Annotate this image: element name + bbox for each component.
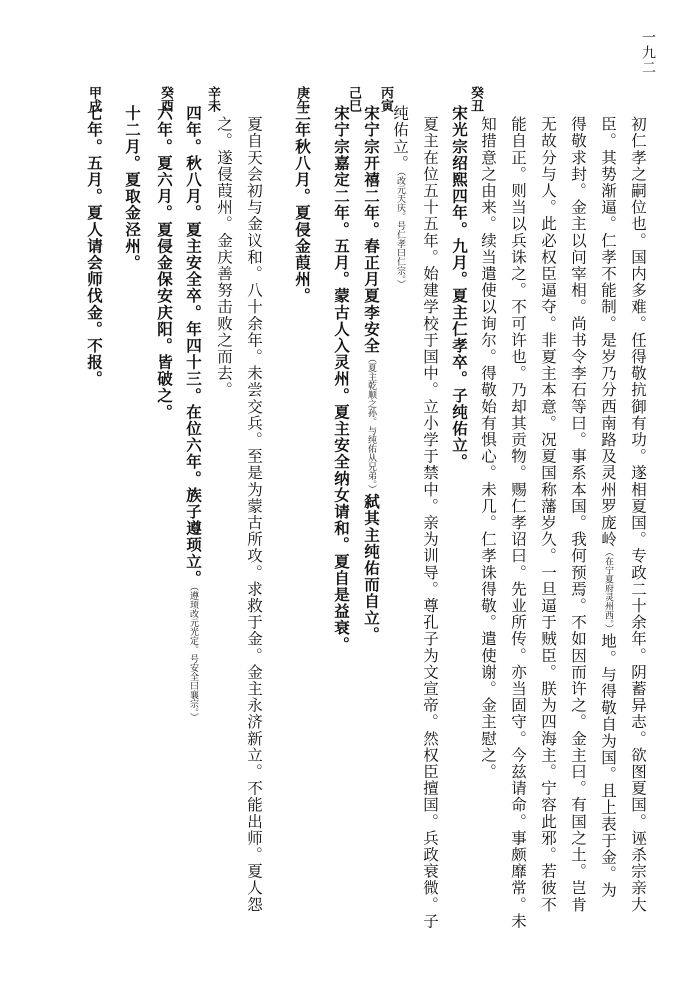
text-segment: 三年秋八月。夏侵金葭州。	[293, 105, 312, 305]
text-segment: 宋宁宗嘉定二年。五月。蒙古人入灵州。夏主安全纳女请和。夏自是益衰。	[332, 105, 351, 653]
text-column	[538, 116, 558, 913]
text-segment: 得敬求封。金主以问宰相。尚书令李石等曰。事系本国。我何预焉。不如因而许之。金主曰。有国之土。岂肯	[569, 116, 587, 913]
text-segment: 四年。秋八月。夏主安全卒。年四十三。在位六年。族子遵顼立。	[184, 105, 203, 587]
text-column	[183, 105, 203, 721]
text-segment: 夏自天会初与金议和。八十余年。未尝交兵。至是为蒙古所攻。求救于金。金主永济新立。不能出师。夏人怨	[245, 116, 263, 913]
annotation-note: （改元天庆。号仁孝曰仁宗。）	[395, 171, 405, 289]
ganzhi-label: 癸酉	[158, 86, 173, 112]
text-column	[331, 105, 351, 653]
text-column	[84, 105, 104, 387]
text-segment: 宋宁宗开禧二年。春正月夏李安全	[362, 105, 381, 354]
text-segment: 初仁孝之嗣位也。国内多难。任得敬抗御有功。遂相夏国。专政二十余年。阴蓄异志。欲图夏国。诬杀宗亲大	[629, 116, 647, 913]
text-column	[214, 116, 234, 398]
text-segment: 十二月。夏取金泾州。	[123, 105, 142, 271]
page-number: 一九二	[640, 30, 656, 75]
text-segment: 纯佑立。	[391, 105, 409, 172]
text-column	[154, 105, 174, 420]
text-column	[390, 105, 410, 288]
ganzhi-label: 丙寅	[378, 86, 393, 112]
ganzhi-label: 癸丑	[468, 86, 483, 112]
annotation-note: （遵顼改元光定。号安全曰襄宗。）	[188, 586, 198, 722]
ganzhi-label: 己巳	[346, 86, 361, 112]
ganzhi-label: 甲戌	[86, 86, 101, 112]
text-segment: 无故分与人。此必权臣逼夺。非夏主本意。况夏国称藩岁久。一旦逼于贼臣。朕为四海主。宁容此邪。若彼不	[539, 116, 557, 913]
ganzhi-label: 辛未	[205, 86, 220, 112]
text-segment: 夏主在位五十五年。始建学校于国中。立小学于禁中。亲为训导。尊孔子为文宣帝。然权臣擅国。兵政衰微。子	[421, 116, 439, 930]
text-column	[420, 116, 440, 929]
text-segment: 宋光宗绍熙四年。九月。夏主仁孝卒。子纯佑立。	[450, 105, 469, 471]
text-segment: 能自正。则当以兵诛之。不可许也。乃却其贡物。赐仁孝诏曰。先业所传。亦当固守。今兹请命。事颇靡常。未	[509, 116, 527, 930]
text-column	[244, 116, 264, 913]
text-segment: 之。遂侵葭州。金庆善努击败之而去。	[215, 116, 233, 399]
text-column	[449, 105, 469, 470]
text-segment: 地。与得敬自为国。且上表于金。为	[599, 633, 617, 899]
annotation-note: （在宁夏府灵州西。）	[603, 547, 613, 634]
text-segment: 臣。其势渐逼。仁孝不能制。是岁乃分西南路及灵州罗庞岭	[599, 116, 617, 548]
text-column	[292, 105, 312, 304]
text-column	[478, 116, 498, 780]
text-segment: 弑其主纯佑而自立。	[362, 493, 381, 643]
text-segment: 七年。五月。夏人请会师伐金。不报。	[85, 105, 104, 388]
ganzhi-label: 庚午	[294, 86, 309, 112]
text-column	[568, 116, 588, 913]
text-segment: 知措意之由来。续当遣使以询尔。得敬始有惧心。未几。仁孝诛得敬。遣使谢。金主慰之。	[479, 116, 497, 780]
annotation-note: （夏主乾顺之孙。与纯佑从兄弟。）	[366, 354, 376, 494]
text-column	[508, 116, 528, 929]
text-column	[598, 116, 618, 899]
text-segment: 六年。夏六月。夏侵金保安庆阳。皆破之。	[155, 105, 174, 421]
text-column	[628, 116, 648, 913]
text-column	[122, 105, 142, 271]
text-column	[361, 105, 381, 643]
